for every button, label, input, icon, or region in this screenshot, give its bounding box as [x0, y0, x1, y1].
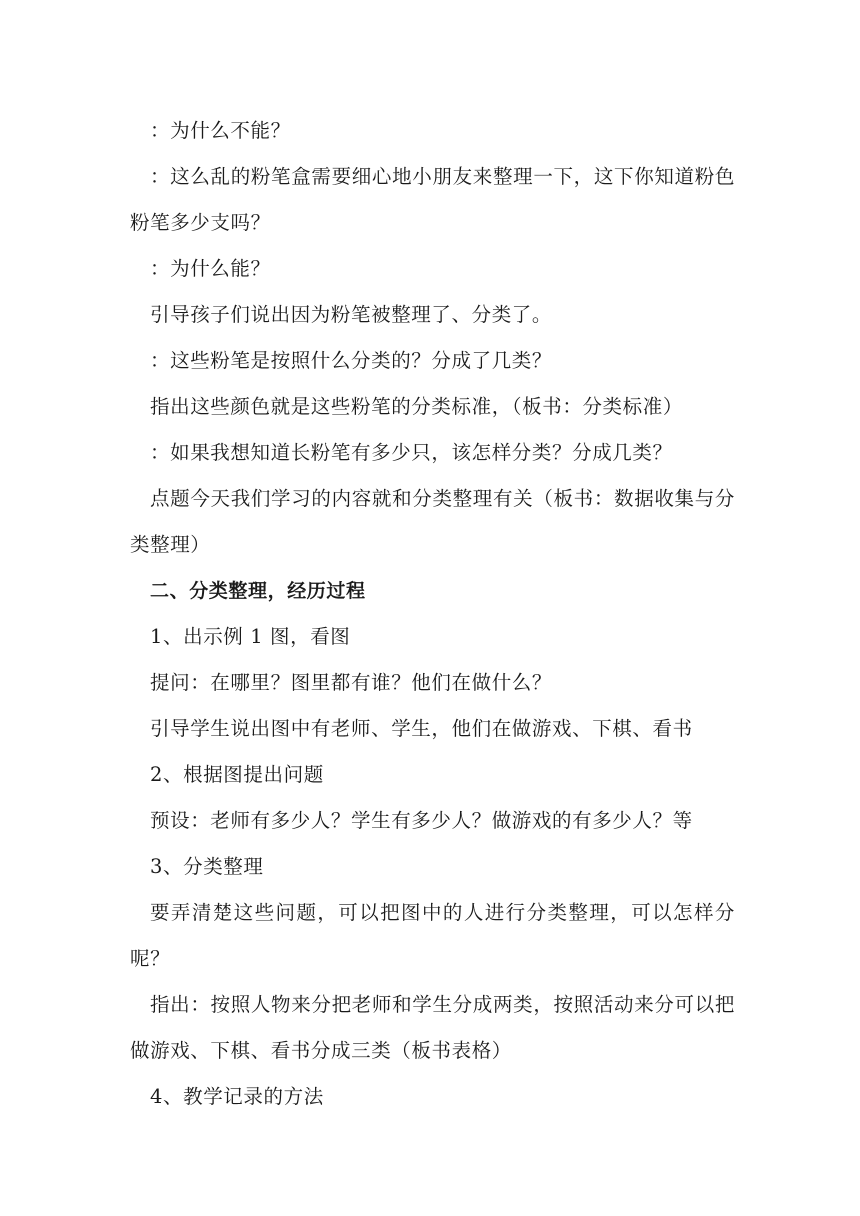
paragraph-topic: 点题今天我们学习的内容就和分类整理有关（板书：数据收集与分类整理） — [130, 487, 735, 556]
paragraph-preset: 预设：老师有多少人？学生有多少人？做游戏的有多少人？等 — [150, 809, 693, 832]
paragraph-guide-children: 引导孩子们说出因为粉笔被整理了、分类了。 — [150, 303, 553, 326]
section-heading-2: 二、分类整理，经历过程 — [150, 580, 366, 602]
paragraph-how-classify: 要弄清楚这些问题，可以把图中的人进行分类整理，可以怎样分呢？ — [130, 901, 735, 970]
paragraph-step-1: 1、出示例 1 图，看图 — [150, 625, 351, 648]
paragraph-question-why-not: ：为什么不能？ — [150, 119, 291, 142]
paragraph-guide-students: 引导学生说出图中有老师、学生，他们在做游戏、下棋、看书 — [150, 717, 693, 740]
paragraph-point-out: 指出：按照人物来分把老师和学生分成两类，按照活动来分可以把做游戏、下棋、看书分成三类（板书表格） — [130, 993, 735, 1062]
paragraph-question-why: ：为什么能？ — [150, 257, 271, 280]
paragraph-ask: 提问：在哪里？图里都有谁？他们在做什么？ — [150, 671, 553, 694]
paragraph-step-4: 4、教学记录的方法 — [150, 1085, 324, 1108]
document-body — [130, 108, 735, 1120]
paragraph-step-3: 3、分类整理 — [150, 855, 264, 878]
paragraph-classification-question: ：这些粉笔是按照什么分类的？分成了几类？ — [150, 349, 553, 372]
paragraph-step-2: 2、根据图提出问题 — [150, 763, 324, 786]
paragraph-long-chalk: ：如果我想知道长粉笔有多少只，该怎样分类？分成几类？ — [150, 441, 673, 464]
paragraph-chalk-box: ：这么乱的粉笔盒需要细心地小朋友来整理一下，这下你知道粉色粉笔多少支吗？ — [130, 165, 735, 234]
paragraph-classification-standard: 指出这些颜色就是这些粉笔的分类标准，（板书：分类标准） — [150, 395, 683, 418]
